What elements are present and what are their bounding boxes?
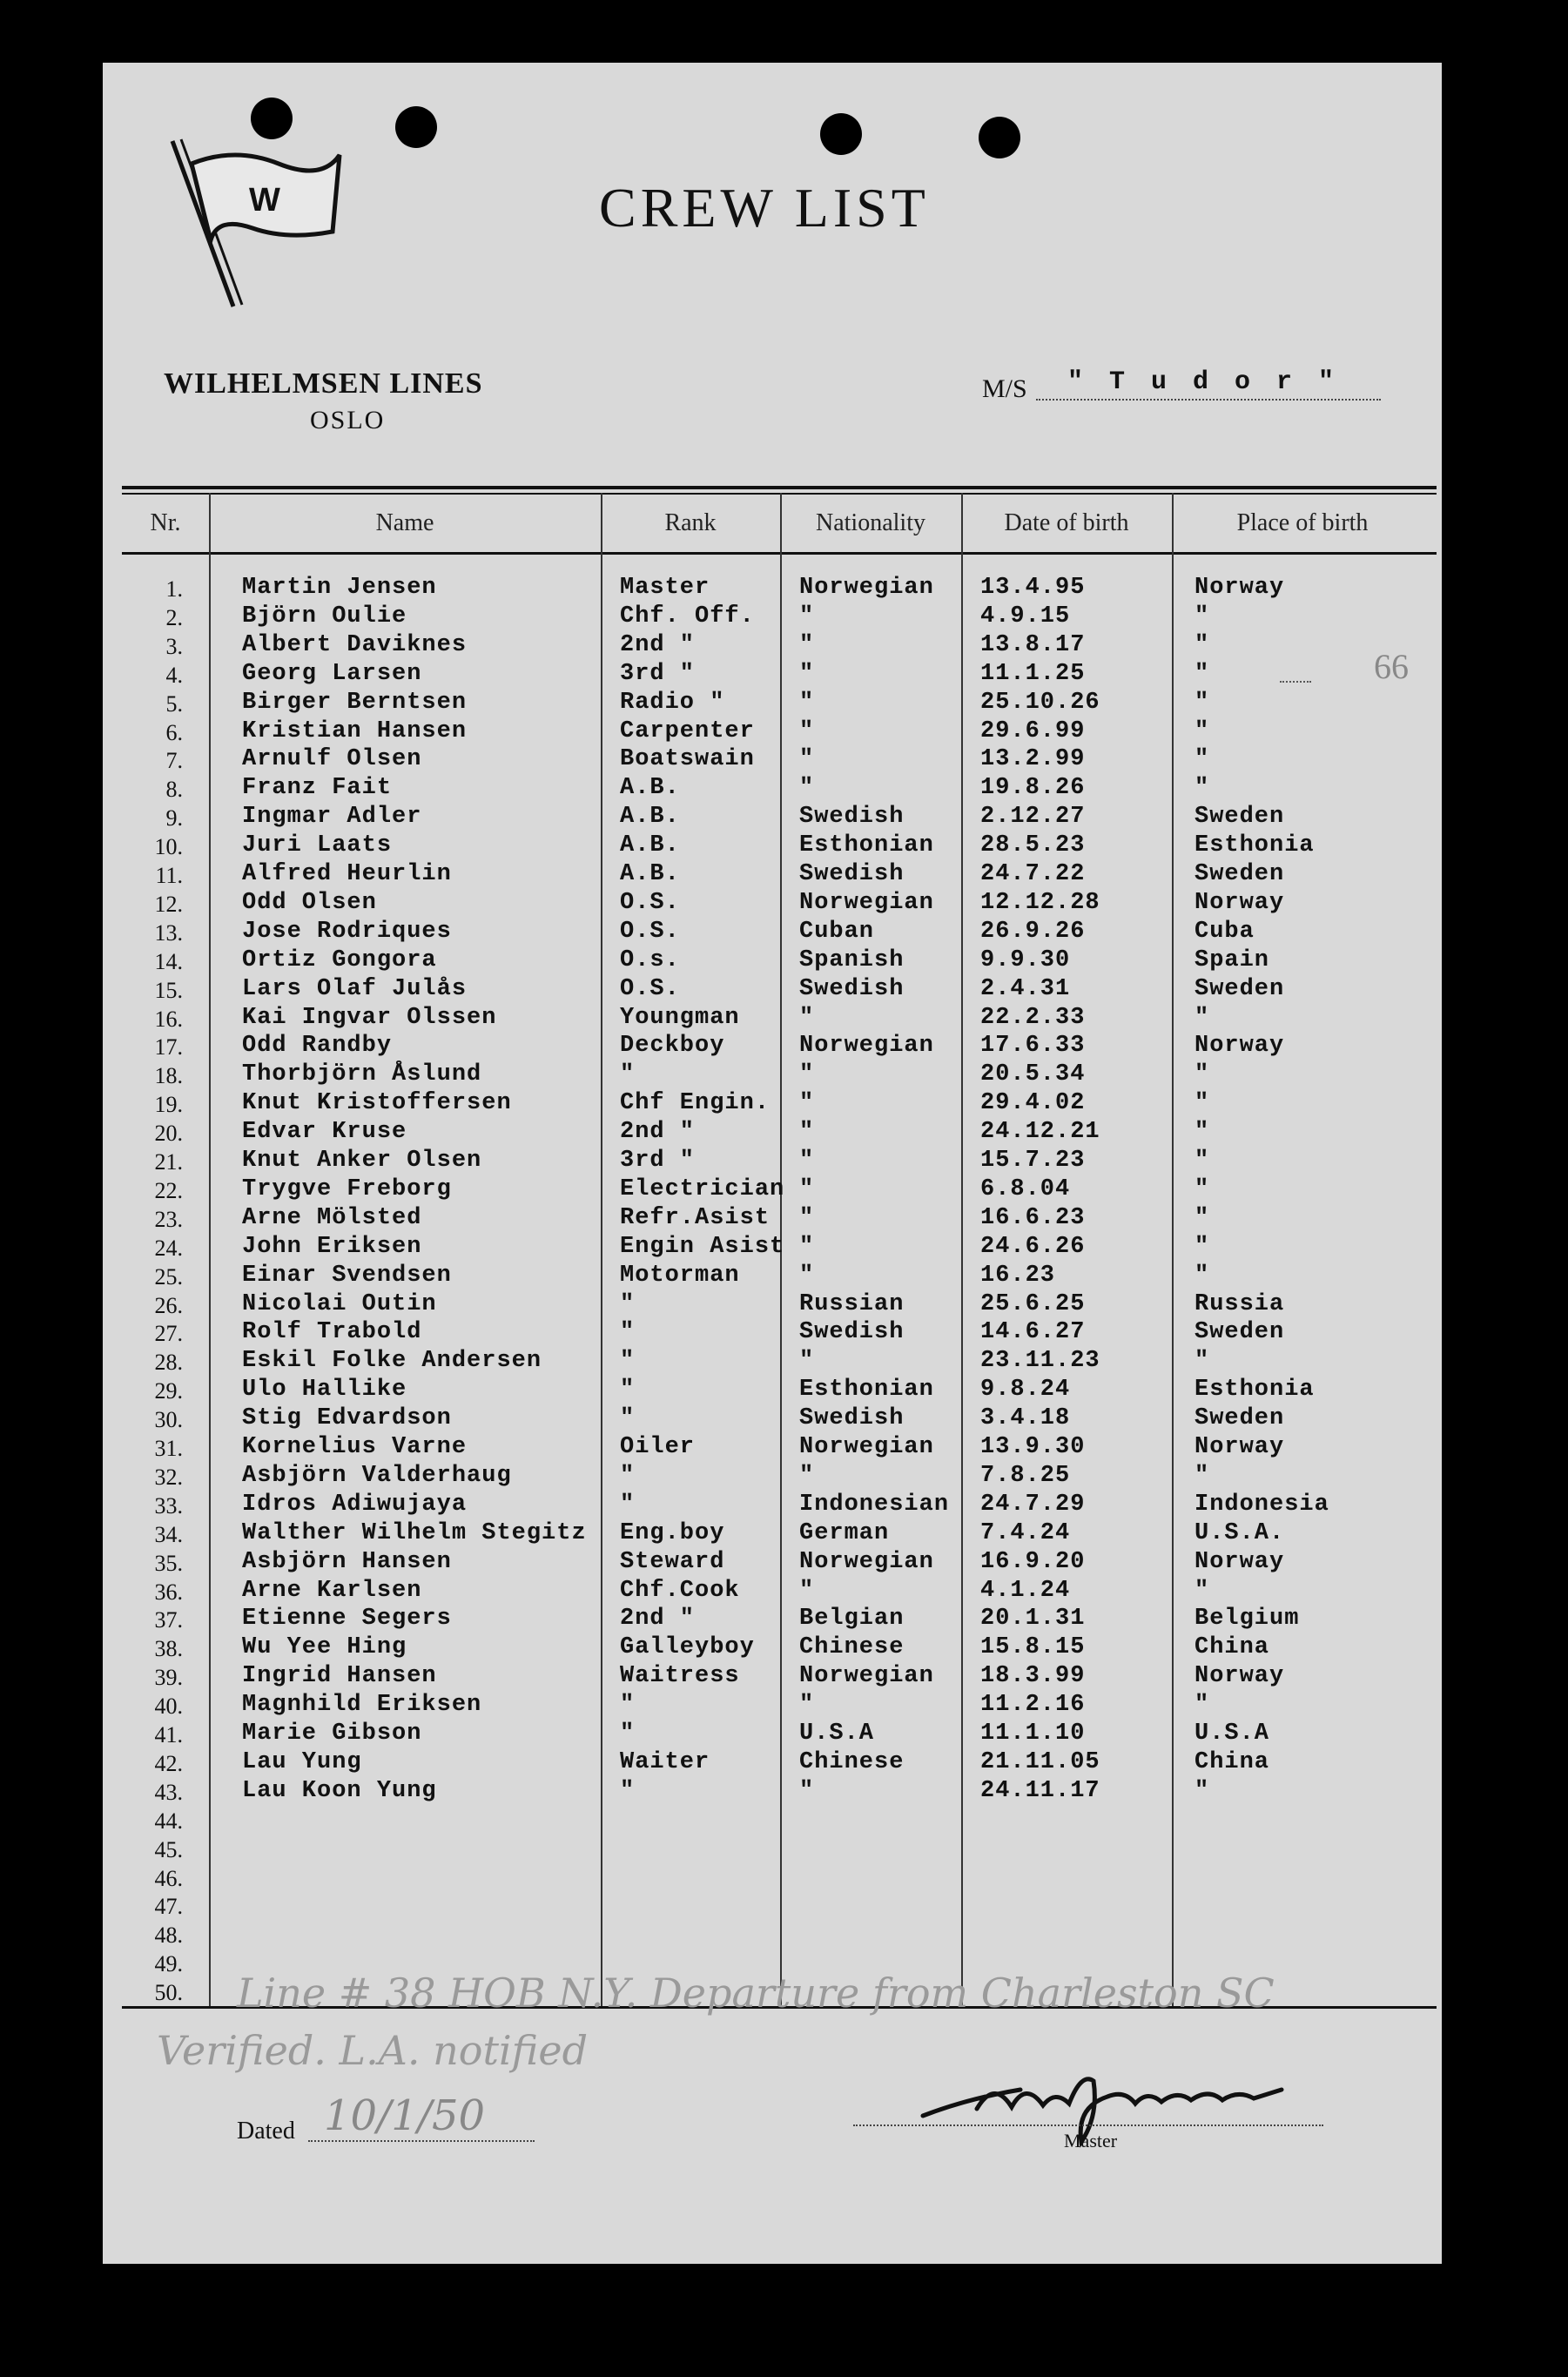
cell-nationality: Swedish	[799, 976, 905, 1002]
cell-rank: Oiler	[620, 1434, 696, 1460]
cell-place: "	[1195, 632, 1210, 658]
cell-name: Jose Rodriques	[242, 919, 452, 945]
cell-dob: 6.8.04	[980, 1176, 1071, 1202]
cell-rank: "	[620, 1463, 636, 1489]
cell-name: Knut Anker Olsen	[242, 1148, 482, 1174]
row-number: 18.	[154, 1063, 183, 1088]
cell-place: "	[1195, 1463, 1210, 1489]
cell-place: U.S.A.	[1195, 1520, 1285, 1546]
cell-rank: Youngman	[620, 1005, 740, 1031]
cell-dob: 29.4.02	[980, 1090, 1086, 1116]
cell-nationality: Norwegian	[799, 1549, 934, 1575]
cell-name: Asbjörn Hansen	[242, 1549, 452, 1575]
row-number: 28.	[154, 1350, 183, 1375]
cell-place: "	[1195, 661, 1210, 687]
cell-place: U.S.A	[1195, 1720, 1270, 1747]
cell-rank: "	[620, 1720, 636, 1747]
cell-place: Norway	[1195, 890, 1285, 916]
row-number: 10.	[154, 834, 183, 859]
cell-place: "	[1195, 775, 1210, 801]
column-header-rank: Rank	[664, 509, 717, 536]
cell-name: Franz Fait	[242, 775, 393, 801]
cell-name: Ortiz Gongora	[242, 947, 437, 973]
ship-label: M/S	[982, 374, 1027, 403]
cell-name: Odd Randby	[242, 1033, 393, 1059]
cell-name: Etienne Segers	[242, 1606, 452, 1632]
cell-dob: 22.2.33	[980, 1005, 1086, 1031]
cell-nationality: Chinese	[799, 1749, 905, 1775]
cell-name: Marie Gibson	[242, 1720, 422, 1747]
cell-place: Norway	[1195, 1434, 1285, 1460]
cell-name: Georg Larsen	[242, 661, 422, 687]
cell-dob: 7.8.25	[980, 1463, 1071, 1489]
punch-hole	[395, 106, 437, 148]
cell-rank: O.S.	[620, 976, 680, 1002]
cell-name: Stig Edvardson	[242, 1405, 452, 1431]
cell-place: "	[1195, 1148, 1210, 1174]
cell-name: Björn Oulie	[242, 603, 407, 630]
row-number: 1.	[165, 576, 183, 602]
cell-rank: Chf Engin.	[620, 1090, 771, 1116]
cell-nationality: Norwegian	[799, 1033, 934, 1059]
cell-dob: 7.4.24	[980, 1520, 1071, 1546]
column-header-dob: Date of birth	[1004, 509, 1129, 536]
cell-nationality: Norwegian	[799, 890, 934, 916]
cell-dob: 11.1.25	[980, 661, 1086, 687]
company-name: WILHELMSEN LINES	[164, 367, 483, 400]
row-number: 3.	[165, 634, 183, 659]
cell-name: Nicolai Outin	[242, 1291, 437, 1317]
row-number: 39.	[154, 1665, 183, 1690]
row-number: 47.	[154, 1894, 183, 1919]
cell-nationality: "	[799, 603, 815, 630]
company-city: OSLO	[310, 406, 386, 434]
cell-dob: 2.12.27	[980, 804, 1086, 830]
cell-name: Alfred Heurlin	[242, 861, 452, 887]
cell-rank: "	[620, 1492, 636, 1518]
cell-place: "	[1195, 1578, 1210, 1604]
cell-name: Juri Laats	[242, 832, 393, 859]
column-divider	[209, 493, 211, 2006]
cell-dob: 23.11.23	[980, 1348, 1100, 1374]
cell-dob: 21.11.05	[980, 1749, 1100, 1775]
cell-name: Einar Svendsen	[242, 1263, 452, 1289]
cell-rank: Waiter	[620, 1749, 710, 1775]
row-number: 46.	[154, 1866, 183, 1891]
punch-hole	[979, 117, 1020, 158]
punch-hole	[251, 98, 293, 139]
row-number: 13.	[154, 920, 183, 946]
cell-place: Sweden	[1195, 804, 1285, 830]
row-number: 33.	[154, 1493, 183, 1518]
cell-place: "	[1195, 1205, 1210, 1231]
row-number: 26.	[154, 1293, 183, 1318]
cell-rank: Engin Asist	[620, 1234, 785, 1260]
master-signature-line	[853, 2124, 1323, 2126]
cell-dob: 26.9.26	[980, 919, 1086, 945]
cell-rank: "	[620, 1778, 636, 1804]
cell-name: Idros Adiwujaya	[242, 1492, 468, 1518]
cell-place: "	[1195, 1090, 1210, 1116]
row-number: 37.	[154, 1607, 183, 1633]
row-number: 38.	[154, 1636, 183, 1661]
cell-name: Arne Mölsted	[242, 1205, 422, 1231]
row-number: 31.	[154, 1436, 183, 1461]
cell-dob: 17.6.33	[980, 1033, 1086, 1059]
cell-place: China	[1195, 1749, 1270, 1775]
column-header-nationality: Nationality	[816, 509, 925, 536]
cell-name: Thorbjörn Åslund	[242, 1061, 482, 1087]
row-number: 35.	[154, 1551, 183, 1576]
punch-hole	[820, 113, 862, 155]
cell-rank: A.B.	[620, 832, 680, 859]
cell-place: Norway	[1195, 575, 1285, 601]
row-number: 36.	[154, 1579, 183, 1605]
cell-dob: 20.5.34	[980, 1061, 1086, 1087]
handwritten-date: 10/1/50	[324, 2091, 486, 2140]
row-number: 45.	[154, 1837, 183, 1862]
column-divider	[1172, 493, 1174, 2006]
cell-place: Sweden	[1195, 1405, 1285, 1431]
table-top-rule	[122, 486, 1437, 489]
cell-nationality: Russian	[799, 1291, 905, 1317]
cell-nationality: Esthonian	[799, 832, 934, 859]
cell-dob: 25.6.25	[980, 1291, 1086, 1317]
cell-nationality: Norwegian	[799, 1663, 934, 1689]
row-number: 14.	[154, 949, 183, 974]
row-number: 42.	[154, 1751, 183, 1776]
row-number: 24.	[154, 1236, 183, 1261]
cell-place: "	[1195, 603, 1210, 630]
row-number: 21.	[154, 1149, 183, 1175]
cell-dob: 25.10.26	[980, 690, 1100, 716]
cell-dob: 2.4.31	[980, 976, 1071, 1002]
cell-rank: Radio "	[620, 690, 725, 716]
cell-rank: 2nd "	[620, 1119, 696, 1145]
cell-name: Lau Koon Yung	[242, 1778, 437, 1804]
cell-name: Arne Karlsen	[242, 1578, 422, 1604]
cell-place: Sweden	[1195, 861, 1285, 887]
cell-place: China	[1195, 1634, 1270, 1660]
cell-rank: Waitress	[620, 1663, 740, 1689]
row-number: 41.	[154, 1722, 183, 1747]
cell-name: John Eriksen	[242, 1234, 422, 1260]
cell-place: Cuba	[1195, 919, 1255, 945]
cell-dob: 4.9.15	[980, 603, 1071, 630]
cell-nationality: Norwegian	[799, 1434, 934, 1460]
ship-name-line	[1036, 399, 1381, 401]
cell-place: "	[1195, 1692, 1210, 1718]
row-number: 48.	[154, 1922, 183, 1948]
cell-name: Ulo Hallike	[242, 1377, 407, 1403]
cell-nationality: U.S.A	[799, 1720, 875, 1747]
cell-place: Sweden	[1195, 976, 1285, 1002]
cell-dob: 4.1.24	[980, 1578, 1071, 1604]
cell-place: "	[1195, 690, 1210, 716]
cell-name: Wu Yee Hing	[242, 1634, 407, 1660]
master-label: Master	[1064, 2130, 1118, 2151]
row-number: 44.	[154, 1808, 183, 1834]
cell-dob: 24.7.22	[980, 861, 1086, 887]
cell-rank: O.s.	[620, 947, 680, 973]
cell-rank: Carpenter	[620, 718, 755, 744]
row-number: 2.	[165, 605, 183, 630]
cell-dob: 11.1.10	[980, 1720, 1086, 1747]
cell-dob: 24.11.17	[980, 1778, 1100, 1804]
row-number: 20.	[154, 1121, 183, 1146]
cell-nationality: "	[799, 661, 815, 687]
cell-rank: Boatswain	[620, 746, 755, 772]
cell-dob: 15.8.15	[980, 1634, 1086, 1660]
row-number: 5.	[165, 691, 183, 717]
cell-dob: 15.7.23	[980, 1148, 1086, 1174]
row-number: 25.	[154, 1264, 183, 1290]
cell-rank: "	[620, 1061, 636, 1087]
column-divider	[961, 493, 963, 2006]
cell-dob: 13.4.95	[980, 575, 1086, 601]
cell-rank: "	[620, 1692, 636, 1718]
cell-place: "	[1195, 1234, 1210, 1260]
cell-name: Ingrid Hansen	[242, 1663, 437, 1689]
cell-nationality: Swedish	[799, 1405, 905, 1431]
cell-name: Arnulf Olsen	[242, 746, 422, 772]
cell-name: Ingmar Adler	[242, 804, 422, 830]
cell-nationality: Norwegian	[799, 575, 934, 601]
row-number: 50.	[154, 1980, 183, 2005]
cell-rank: 3rd "	[620, 661, 696, 687]
cell-nationality: "	[799, 718, 815, 744]
margin-note: 66	[1374, 647, 1409, 686]
cell-rank: Chf. Off.	[620, 603, 755, 630]
flag-letter: W	[249, 182, 280, 219]
table-top-rule	[122, 493, 1437, 495]
row-number: 7.	[165, 748, 183, 773]
cell-nationality: "	[799, 1463, 815, 1489]
cell-dob: 13.9.30	[980, 1434, 1086, 1460]
cell-name: Albert Daviknes	[242, 632, 468, 658]
cell-dob: 3.4.18	[980, 1405, 1071, 1431]
cell-nationality: Chinese	[799, 1634, 905, 1660]
cell-nationality: "	[799, 1005, 815, 1031]
row-number: 19.	[154, 1092, 183, 1117]
cell-place: Sweden	[1195, 1319, 1285, 1345]
cell-nationality: "	[799, 1234, 815, 1260]
row-number: 9.	[165, 805, 183, 831]
cell-place: "	[1195, 746, 1210, 772]
cell-dob: 13.8.17	[980, 632, 1086, 658]
cell-name: Trygve Freborg	[242, 1176, 452, 1202]
row-number: 4.	[165, 663, 183, 688]
margin-mark	[1280, 681, 1311, 683]
cell-nationality: "	[799, 1205, 815, 1231]
dated-label: Dated	[237, 2118, 295, 2145]
cell-nationality: Indonesian	[799, 1492, 950, 1518]
cell-rank: Refr.Asist	[620, 1205, 771, 1231]
cell-dob: 12.12.28	[980, 890, 1100, 916]
cell-name: Edvar Kruse	[242, 1119, 407, 1145]
cell-nationality: "	[799, 1348, 815, 1374]
cell-rank: "	[620, 1291, 636, 1317]
dated-line	[308, 2140, 535, 2142]
cell-name: Walther Wilhelm Stegitz	[242, 1520, 587, 1546]
cell-name: Kai Ingvar Olssen	[242, 1005, 497, 1031]
cell-dob: 16.9.20	[980, 1549, 1086, 1575]
cell-place: Norway	[1195, 1549, 1285, 1575]
cell-place: "	[1195, 1005, 1210, 1031]
row-number: 40.	[154, 1694, 183, 1719]
cell-rank: 2nd "	[620, 632, 696, 658]
row-number: 11.	[155, 863, 183, 888]
cell-place: Belgium	[1195, 1606, 1300, 1632]
cell-rank: O.S.	[620, 919, 680, 945]
cell-dob: 20.1.31	[980, 1606, 1086, 1632]
cell-name: Asbjörn Valderhaug	[242, 1463, 512, 1489]
cell-nationality: Swedish	[799, 861, 905, 887]
handwritten-note-1: Line # 38 HOB N.Y. Departure from Charleston SC	[237, 1970, 1275, 2017]
column-header-place: Place of birth	[1236, 509, 1369, 536]
cell-name: Martin Jensen	[242, 575, 437, 601]
column-divider	[601, 493, 602, 2006]
column-header-name: Name	[375, 509, 434, 536]
cell-nationality: "	[799, 1778, 815, 1804]
cell-dob: 9.8.24	[980, 1377, 1071, 1403]
cell-place: Norway	[1195, 1663, 1285, 1689]
cell-dob: 9.9.30	[980, 947, 1071, 973]
cell-name: Eskil Folke Andersen	[242, 1348, 542, 1374]
cell-dob: 14.6.27	[980, 1319, 1086, 1345]
cell-name: Lars Olaf Julås	[242, 976, 468, 1002]
cell-dob: 18.3.99	[980, 1663, 1086, 1689]
row-number: 16.	[154, 1007, 183, 1032]
cell-name: Magnhild Eriksen	[242, 1692, 482, 1718]
row-number: 32.	[154, 1465, 183, 1490]
cell-name: Odd Olsen	[242, 890, 377, 916]
cell-dob: 11.2.16	[980, 1692, 1086, 1718]
cell-name: Lau Yung	[242, 1749, 362, 1775]
cell-place: Russia	[1195, 1291, 1285, 1317]
cell-rank: Eng.boy	[620, 1520, 725, 1546]
cell-rank: "	[620, 1319, 636, 1345]
cell-nationality: "	[799, 1119, 815, 1145]
page-title: CREW LIST	[599, 177, 930, 239]
row-number: 12.	[154, 892, 183, 917]
cell-nationality: German	[799, 1520, 890, 1546]
row-number: 30.	[154, 1407, 183, 1432]
cell-dob: 16.23	[980, 1263, 1056, 1289]
cell-nationality: "	[799, 1148, 815, 1174]
table-header-rule	[122, 552, 1437, 555]
cell-rank: A.B.	[620, 804, 680, 830]
cell-name: Rolf Trabold	[242, 1319, 422, 1345]
cell-nationality: Cuban	[799, 919, 875, 945]
cell-place: "	[1195, 1348, 1210, 1374]
row-number: 22.	[154, 1178, 183, 1203]
cell-place: "	[1195, 1176, 1210, 1202]
row-number: 6.	[165, 720, 183, 745]
row-number: 49.	[154, 1951, 183, 1976]
cell-place: "	[1195, 718, 1210, 744]
cell-dob: 24.12.21	[980, 1119, 1100, 1145]
cell-place: "	[1195, 1119, 1210, 1145]
cell-name: Birger Berntsen	[242, 690, 468, 716]
cell-nationality: "	[799, 1090, 815, 1116]
row-number: 17.	[154, 1034, 183, 1060]
handwritten-note-2: Verified. L.A. notified	[157, 2027, 589, 2074]
cell-rank: "	[620, 1377, 636, 1403]
cell-name: Kornelius Varne	[242, 1434, 468, 1460]
row-number: 27.	[154, 1321, 183, 1346]
cell-dob: 13.2.99	[980, 746, 1086, 772]
cell-place: Indonesia	[1195, 1492, 1329, 1518]
cell-nationality: "	[799, 1263, 815, 1289]
cell-rank: "	[620, 1348, 636, 1374]
cell-name: Knut Kristoffersen	[242, 1090, 512, 1116]
row-number: 43.	[154, 1780, 183, 1805]
cell-nationality: "	[799, 775, 815, 801]
cell-place: Spain	[1195, 947, 1270, 973]
cell-rank: Electrician	[620, 1176, 785, 1202]
cell-rank: Chf.Cook	[620, 1578, 740, 1604]
cell-place: "	[1195, 1061, 1210, 1087]
cell-dob: 28.5.23	[980, 832, 1086, 859]
row-number: 34.	[154, 1522, 183, 1547]
cell-rank: 2nd "	[620, 1606, 696, 1632]
column-header-nr: Nr.	[150, 509, 181, 536]
cell-rank: Master	[620, 575, 710, 601]
cell-nationality: Esthonian	[799, 1377, 934, 1403]
cell-place: Esthonia	[1195, 1377, 1315, 1403]
cell-rank: Deckboy	[620, 1033, 725, 1059]
cell-place: "	[1195, 1263, 1210, 1289]
row-number: 29.	[154, 1378, 183, 1404]
cell-nationality: Swedish	[799, 1319, 905, 1345]
cell-nationality: "	[799, 690, 815, 716]
cell-nationality: Spanish	[799, 947, 905, 973]
cell-place: Esthonia	[1195, 832, 1315, 859]
ship-name: " T u d o r "	[1067, 367, 1340, 397]
cell-dob: 24.6.26	[980, 1234, 1086, 1260]
cell-rank: O.S.	[620, 890, 680, 916]
cell-dob: 16.6.23	[980, 1205, 1086, 1231]
cell-nationality: "	[799, 746, 815, 772]
cell-nationality: Belgian	[799, 1606, 905, 1632]
cell-nationality: "	[799, 1578, 815, 1604]
cell-name: Kristian Hansen	[242, 718, 468, 744]
cell-rank: "	[620, 1405, 636, 1431]
cell-dob: 29.6.99	[980, 718, 1086, 744]
cell-rank: Steward	[620, 1549, 725, 1575]
row-number: 15.	[154, 978, 183, 1003]
cell-rank: 3rd "	[620, 1148, 696, 1174]
cell-nationality: "	[799, 1692, 815, 1718]
cell-rank: A.B.	[620, 861, 680, 887]
cell-place: "	[1195, 1778, 1210, 1804]
cell-rank: Galleyboy	[620, 1634, 755, 1660]
cell-rank: Motorman	[620, 1263, 740, 1289]
cell-rank: A.B.	[620, 775, 680, 801]
row-number: 8.	[165, 777, 183, 802]
row-number: 23.	[154, 1207, 183, 1232]
cell-dob: 24.7.29	[980, 1492, 1086, 1518]
flag-logo-icon	[165, 138, 357, 312]
cell-nationality: "	[799, 1061, 815, 1087]
cell-nationality: Swedish	[799, 804, 905, 830]
cell-dob: 19.8.26	[980, 775, 1086, 801]
cell-place: Norway	[1195, 1033, 1285, 1059]
cell-nationality: "	[799, 632, 815, 658]
cell-nationality: "	[799, 1176, 815, 1202]
